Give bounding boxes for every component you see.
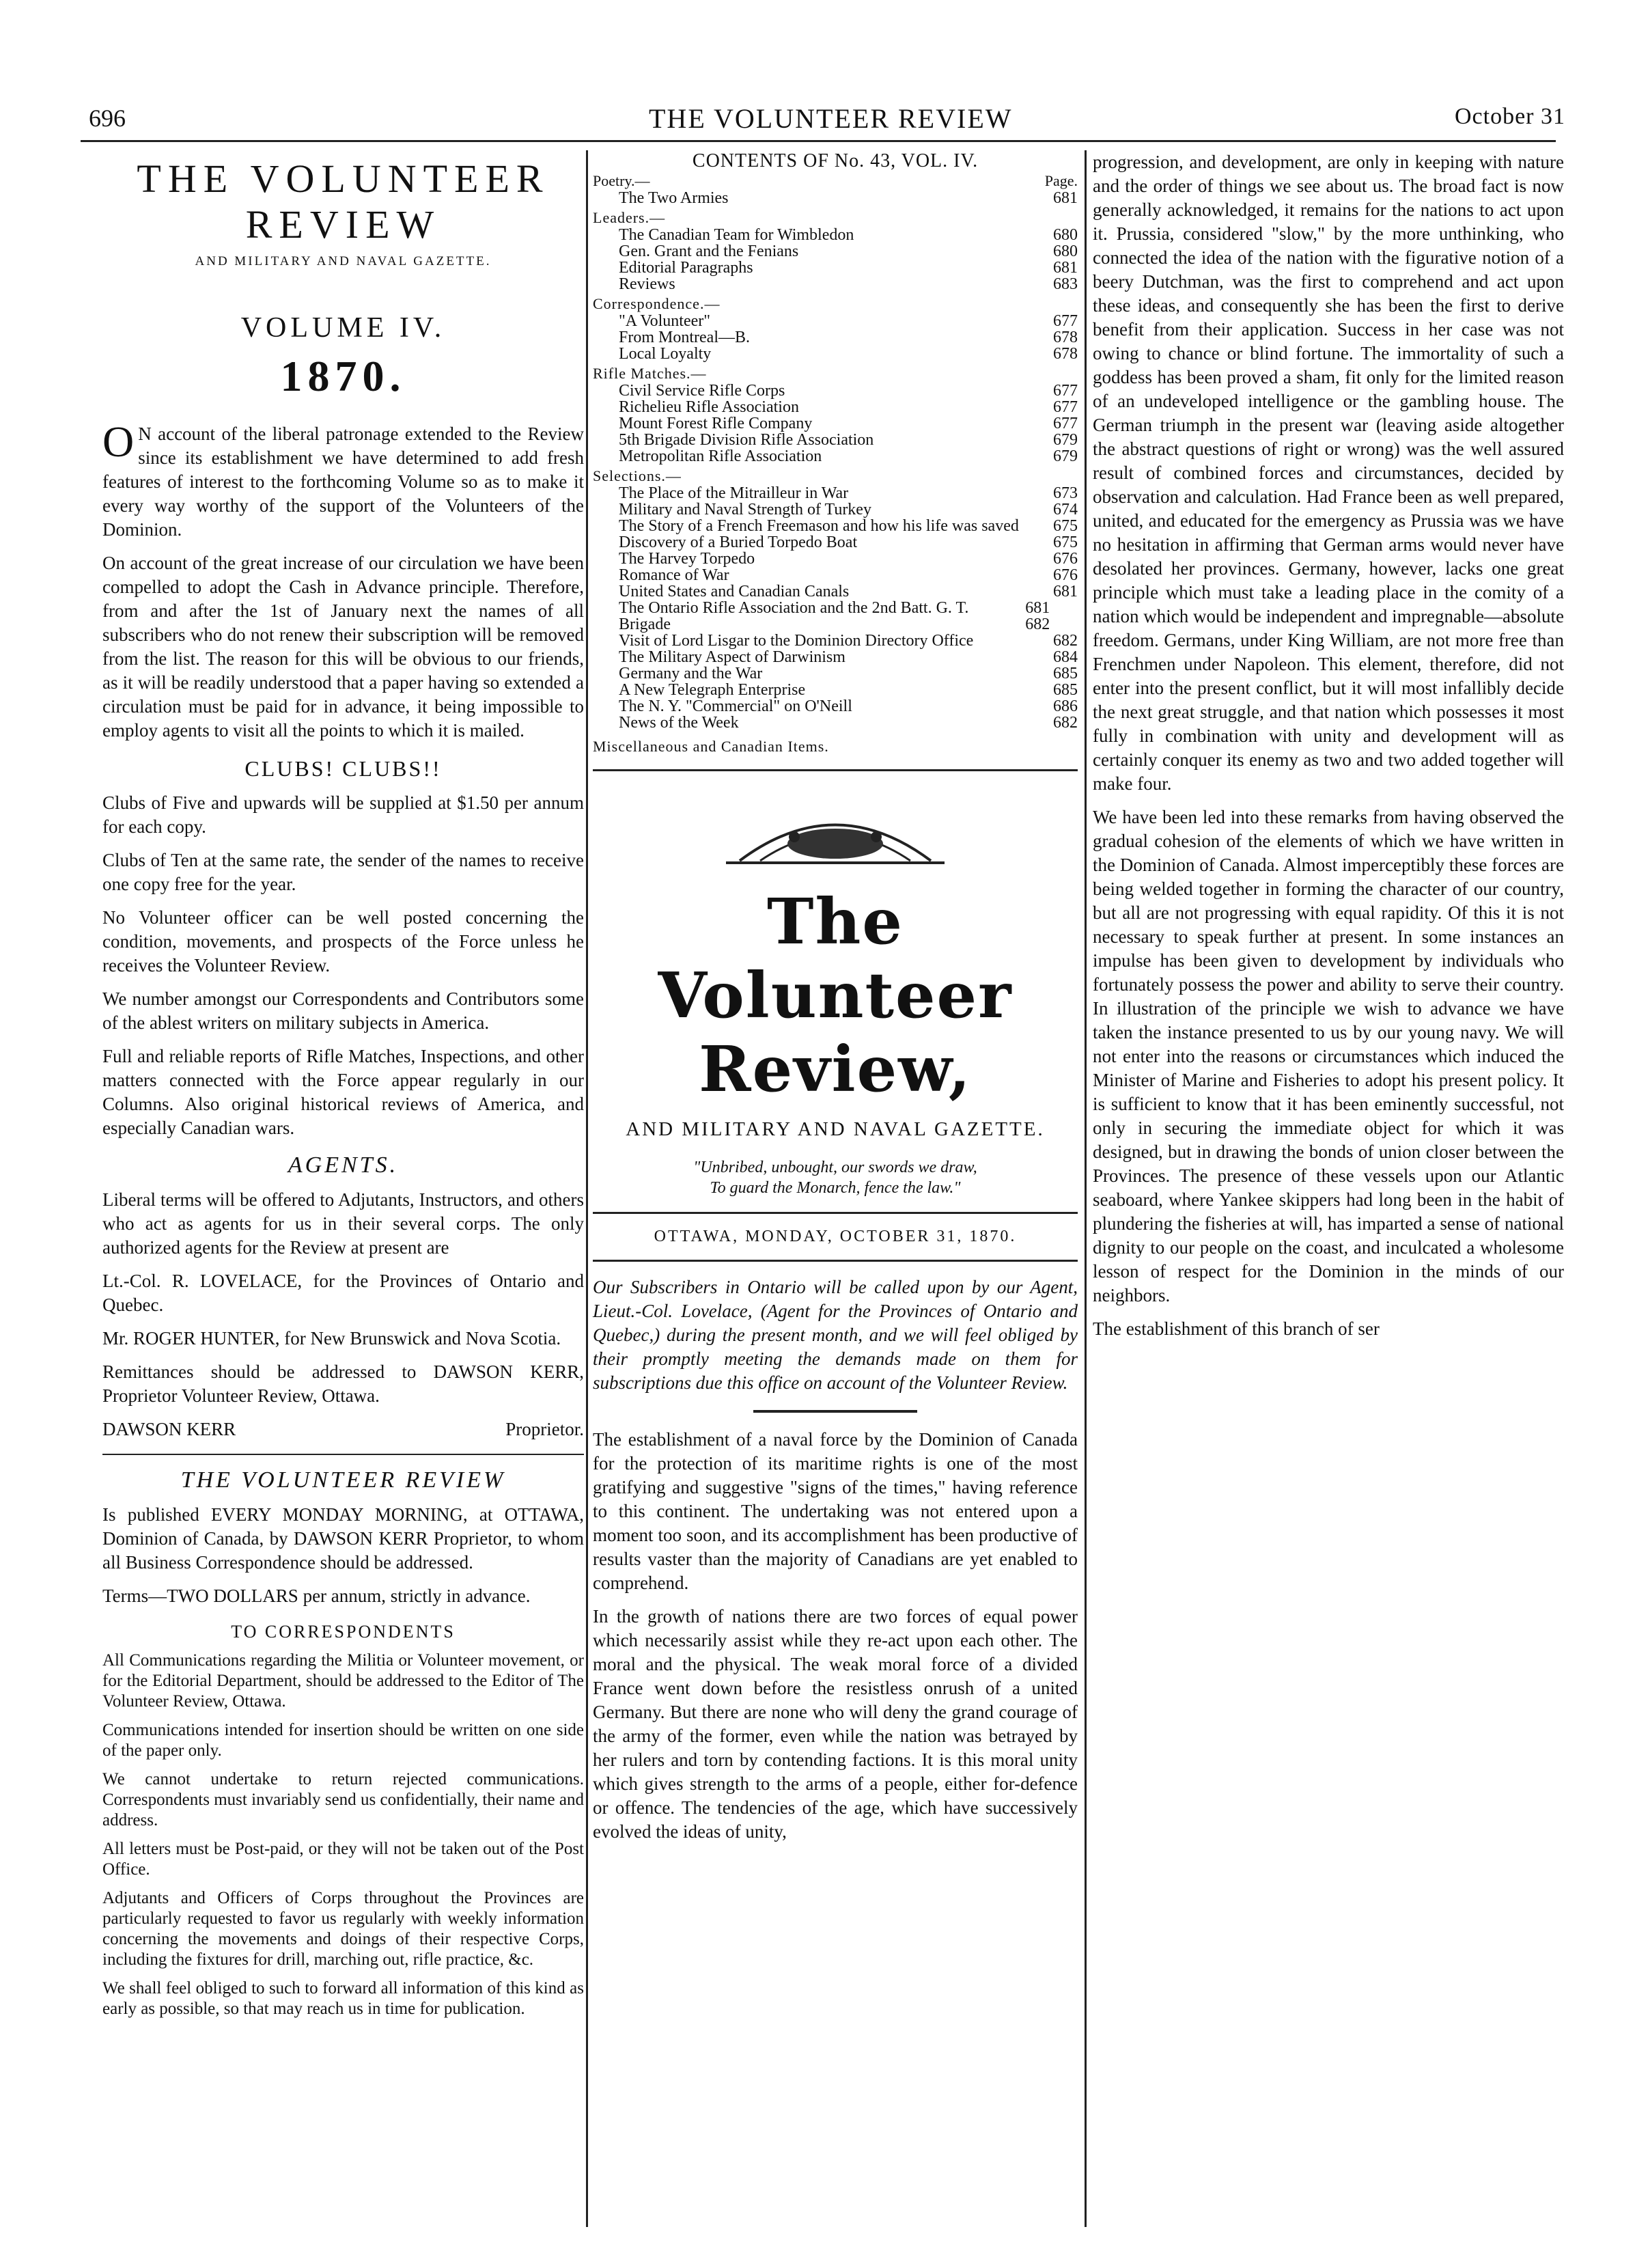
contents-entry: Discovery of a Buried Torpedo Boat 675 — [619, 534, 1078, 551]
contents-entry: United States and Canadian Canals 681 — [619, 583, 1078, 600]
contents-entry: Gen. Grant and the Fenians 680 — [619, 243, 1078, 260]
contents-entry: The Ontario Rifle Association and the 2nd Batt. G. T. Brigade 681 682 — [619, 599, 1050, 633]
agents-paragraph: Liberal terms will be offered to Adjutants, Instructors, and others who act as agents for us in their several corps. The only authorized agents for the Review at present are — [102, 1189, 584, 1258]
motto — [593, 1157, 1078, 1198]
contents-entry: Germany and the War 685 — [619, 665, 1078, 682]
contents-entry: A New Telegraph Enterprise 685 — [619, 681, 1078, 699]
correspondents-heading: TO CORRESPONDENTS — [231, 1622, 456, 1642]
remittances-paragraph: Remittances should be addressed to DAWSON KERR, Proprietor Volunteer Review, Ottawa. — [102, 1361, 584, 1406]
writers-paragraph: We number amongst our Correspondents and Contributors some of the ablest writers on military subjects in America. — [102, 988, 584, 1033]
contents-section: Correspondence.— — [593, 295, 721, 312]
contents-entry: Reviews 683 — [619, 275, 1078, 293]
contents-page-label: Page. — [1044, 172, 1078, 189]
banner-subtitle: AND MILITARY AND NAVAL GAZETTE. — [626, 1118, 1045, 1140]
contents-entry: The Military Aspect of Darwinism 684 — [619, 648, 1078, 666]
clubs-ten: Clubs of Ten at the same rate, the sender of the names to receive one copy free for the year. — [102, 850, 584, 894]
contents-entry: The Two Armies 681 — [619, 189, 1078, 207]
column-2 — [593, 150, 1078, 1844]
motto-line-1: "Unbribed, unbought, our swords we draw, — [693, 1159, 977, 1176]
contents-entry: Local Loyalty 678 — [619, 345, 1078, 363]
proprietor-title: Proprietor. — [505, 1419, 584, 1439]
page-number: 696 — [89, 105, 126, 132]
contents-section: Selections.— — [593, 467, 682, 484]
subscriber-notice: Our Subscribers in Ontario will be called upon by our Agent, Lieut.-Col. Lovelace, (Agent for the Provinces of Ontario and Quebec,) during the present month, and we will feel obliged by their promptly meeting the demands made on them for subscriptions due this office on account of the Volunteer Review. — [593, 1277, 1078, 1393]
corr-6: We shall feel obliged to such to forward all information of this kind as early as possible, so that may reach us in time for publication. — [102, 1979, 584, 2018]
contents-entry: The N. Y. "Commercial" on O'Neill 686 — [619, 697, 1078, 715]
contents-entry: "A Volunteer" 677 — [619, 312, 1078, 330]
agent-lovelace: Lt.-Col. R. LOVELACE, for the Provinces of Ontario and Quebec. — [102, 1271, 584, 1315]
proprietor-line — [102, 1418, 584, 1441]
dateline-rule-bottom — [593, 1260, 1078, 1262]
contents-entry: Richelieu Rifle Association 677 — [619, 398, 1078, 416]
column-1 — [102, 150, 584, 2019]
short-rule — [753, 1410, 917, 1413]
corr-3: We cannot undertake to return rejected communications. Correspondents must invariably send us confidentially, their name and address. — [102, 1770, 584, 1829]
proprietor-name: DAWSON KERR — [102, 1419, 236, 1439]
contents-entry: The Story of a French Freemason and how his life was saved 675 — [619, 517, 1078, 535]
contents-entry: Civil Service Rifle Corps 677 — [619, 382, 1078, 400]
review-heading: THE VOLUNTEER REVIEW — [180, 1467, 506, 1493]
contents-entry: 5th Brigade Division Rifle Association 679 — [619, 431, 1078, 449]
article-paragraph-5: The establishment of this branch of ser — [1093, 1318, 1380, 1339]
contents-entry: The Canadian Team for Wimbledon 680 — [619, 226, 1078, 244]
corr-4: All letters must be Post-paid, or they will not be taken out of the Post Office. — [102, 1840, 584, 1879]
corr-5: Adjutants and Officers of Corps throughout the Provinces are particularly requested to favor us regularly with weekly information concerning the movements and doings of their respective Corps, including the fixtures for drill, marching out, rifle practice, &c. — [102, 1889, 584, 1969]
contents-section: Rifle Matches.— — [593, 365, 707, 382]
banner-title: The Volunteer Review, — [658, 885, 1013, 1106]
terms-paragraph: Terms—TWO DOLLARS per annum, strictly in advance. — [102, 1586, 531, 1606]
contents-list — [593, 172, 1078, 731]
corr-1: All Communications regarding the Militia or Volunteer movement, or for the Editorial Department, should be addressed to the Editor of The Volunteer Review, Ottawa. — [102, 1651, 584, 1711]
masthead-subtitle: AND MILITARY AND NAVAL GAZETTE. — [195, 254, 492, 268]
dateline: OTTAWA, MONDAY, OCTOBER 31, 1870. — [654, 1228, 1017, 1245]
drop-cap: O — [102, 417, 135, 466]
divider — [102, 1454, 584, 1455]
contents-entry: Editorial Paragraphs 681 — [619, 259, 1078, 277]
clubs-heading: CLUBS! CLUBS!! — [244, 756, 442, 781]
intro-paragraph: O N account of the liberal patronage extended to the Review since its establishment we have determined to add fresh features of interest to the forthcoming Volume so as to make it every way worthy of the support of the Volunteers of the Dominion. — [102, 417, 584, 540]
contents-entry: The Place of the Mitrailleur in War 673 — [619, 484, 1078, 502]
officer-paragraph: No Volunteer officer can be well posted concerning the condition, movements, and prospects of the Force unless he receives the Volunteer Review. — [102, 907, 584, 976]
column-3 — [1093, 150, 1564, 1341]
agents-heading: AGENTS. — [288, 1152, 399, 1178]
contents-misc: Miscellaneous and Canadian Items. — [593, 738, 829, 755]
contents-entry: Metropolitan Rifle Association 679 — [619, 447, 1078, 465]
dateline-rule-top — [593, 1212, 1078, 1214]
volume-label: VOLUME IV. — [240, 312, 446, 344]
running-title: THE VOLUNTEER REVIEW — [649, 103, 1013, 134]
banner-ornament-icon — [712, 796, 958, 871]
running-date: October 31 — [1455, 104, 1566, 129]
contents-entry: News of the Week 682 — [619, 714, 1078, 732]
contents-section: Poetry.— Page. — [593, 172, 1078, 189]
contents-section: Leaders.— — [593, 209, 666, 226]
header-rule — [81, 140, 1556, 142]
reports-paragraph: Full and reliable reports of Rifle Matches, Inspections, and other matters connected with the Force appear regularly in our Columns. Also original historical reviews of America, and especially Canadian wars. — [102, 1046, 584, 1138]
contents-rule — [593, 769, 1078, 771]
article-paragraph-4: We have been led into these remarks from having observed the gradual cohesion of the elements of which we have written in the Dominion of Canada. Almost imperceptibly these forces are being welded together in forming the character of our country, but all are not progressing with equal rapidity. Of this it is not necessary to speak further at present. In some instances an impulse has been given to development by individuals who fortunately possess the power and ability to serve their country. In illustration of the principle we wish to advance we have taken the instance presented to us by our young navy. We will not enter into the reasons or circumstances which induced the Minister of Marine and Fisheries to adopt his present policy. It is sufficient to know that it has been eminently successful, not only in securing the immediate object for which it was designed, but in drawing the bonds of union closer between the Provinces. The presence of these vessels upon our Atlantic seaboard, where Yankee skippers had long been in the habit of plundering the fisheries at will, has imparted a sense of national dignity to our people on the coast, and inculcated a wholesome lesson of respect for the Dominion in the minds of our neighbors. — [1093, 807, 1564, 1305]
column-rule-right — [1085, 150, 1087, 2227]
year-label: 1870. — [280, 352, 406, 400]
cash-paragraph: On account of the great increase of our circulation we have been compelled to adopt the Cash in Advance principle. Therefore, from and after the 1st of January next the names of all subscribers who do not renew their subscription will be removed from the list. The reason for this will be obvious to our friends, as it will be readily understood that a paper having so extended a circulation must be paid for in advance, it being impossible to employ agents to visit all the points to which it is mailed. — [102, 553, 584, 741]
contents-entry: The Harvey Torpedo 676 — [619, 550, 1078, 568]
motto-line-2: To guard the Monarch, fence the law." — [710, 1179, 961, 1197]
contents-title: CONTENTS OF No. 43, VOL. IV. — [692, 150, 979, 171]
agent-hunter: Mr. ROGER HUNTER, for New Brunswick and Nova Scotia. — [102, 1328, 561, 1349]
contents-entry: From Montreal—B. 678 — [619, 329, 1078, 346]
clubs-five: Clubs of Five and upwards will be supplied at $1.50 per annum for each copy. — [102, 792, 584, 837]
masthead-title: THE VOLUNTEER REVIEW — [137, 156, 550, 247]
article-paragraph-3: progression, and development, are only in keeping with nature and the order of things we see about us. The broad fact is now generally acknowledged, it remains for the nations to act upon it. Prussia, considered "slow," by the more unthinking, who connected the idea of the nation with the figurative notion of a beery Dutchman, was the first to comprehend and act upon these ideas, and consequently she has been the first to derive benefit from their application. Success in her case was not owing to chance or blind fortune. The immortality of such a goddess has been proved a sham, fit only for the limited reason of an undeveloped intelligence or the gambling house. The German triumph in the present war (leaving aside altogether the abstract questions of right or wrong) was the well assured result of combined forces and circumstances, decided by observation and calculation. Had France been as well prepared, united, and educated for the emergency as Prussia was we have no hesitation in affirming that German arms would never have desolated her provinces. Germany, however, lacks one great principle which must take a leading place in the comity of a nation which would be independent and impregnable—absolute freedom. Germans, under King William, are not more free than Frenchmen under Napoleon. This element, therefore, did not enter into the present conflict, but it will most infallibly decide the next great struggle, and that nation which possesses it most fully in combination with unity and development will as certainly conquer its enemy as two and two added together will make four. — [1093, 152, 1564, 794]
contents-entry: Romance of War 676 — [619, 566, 1078, 584]
contents-entry: Visit of Lord Lisgar to the Dominion Directory Office 682 — [619, 632, 1078, 650]
article-paragraph-2: In the growth of nations there are two forces of equal power which necessarily assist while they re-act upon each other. The moral and the physical. The weak moral force of a divided France went down before the resistless onrush of a united Germany. But there are none who will deny the grand courage of the army of the former, even while the nation was betrayed by her rulers and torn by contending factions. It is this moral unity which gives strength to the arms of a people, either for-defence or offence. The tendencies of the age, which have successively evolved the ideas of unity, — [593, 1606, 1078, 1842]
article-paragraph-1: The establishment of a naval force by the Dominion of Canada for the protection of its maritime rights is one of the most gratifying and suggestive "signs of the times," having reference to this continent. The undertaking was not entered upon a moment too soon, and its accomplishment has been productive of results vaster than the majority of Canadians are yet enabled to comprehend. — [593, 1429, 1078, 1593]
contents-entry: Mount Forest Rifle Company 677 — [619, 415, 1078, 432]
column-rule-left — [586, 150, 588, 2227]
contents-entry: Military and Naval Strength of Turkey 674 — [619, 501, 1078, 518]
corr-2: Communications intended for insertion should be written on one side of the paper only. — [102, 1721, 584, 1760]
publication-paragraph: Is published EVERY MONDAY MORNING, at OTTAWA, Dominion of Canada, by DAWSON KERR Proprietor, to whom all Business Correspondence should be addressed. — [102, 1504, 584, 1573]
